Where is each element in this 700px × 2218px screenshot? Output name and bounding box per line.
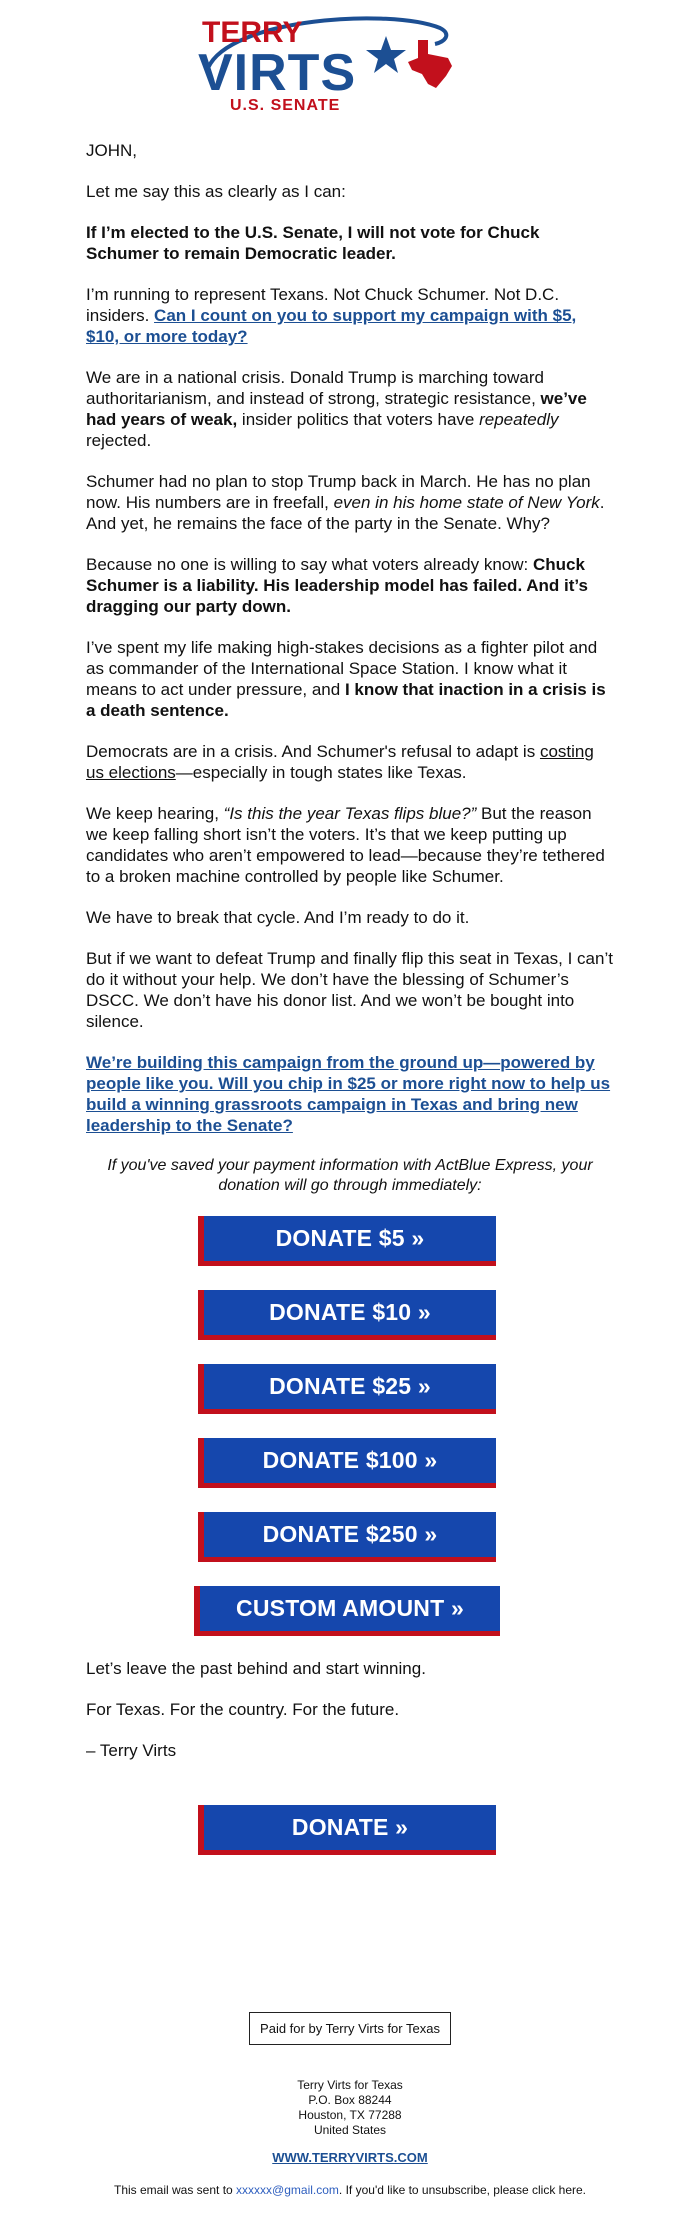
represent-paragraph: [86, 284, 614, 347]
support-campaign-link[interactable]: Can I count on you to support my campaign with $5, $10, or more today?: [86, 306, 577, 346]
donate-25-wrap: [86, 1364, 614, 1438]
paid-for-disclaimer: Paid for by Terry Virts for Texas: [249, 2012, 451, 2045]
actblue-express-note: If you've saved your payment information with ActBlue Express, your donation will go through immediately:: [107, 1157, 593, 1194]
terry-virts-logo: [190, 10, 510, 120]
elections-paragraph: [86, 741, 614, 783]
donate-100-button[interactable]: DONATE $100 »: [198, 1438, 496, 1488]
experience-text: I’ve spent my life making high-stakes decisions as a fighter pilot and as commander of the International Space Station. I know what it means to act under pressure, and: [86, 638, 598, 699]
experience-bold: I know that inaction in a crisis is a death sentence.: [86, 680, 606, 720]
pledge-paragraph: [86, 222, 614, 264]
liability-text: Because no one is willing to say what voters already know:: [86, 555, 529, 574]
footer-po-box: P.O. Box 88244: [308, 2093, 392, 2107]
texas-star-icon: [366, 36, 406, 73]
elections-text-b: —especially in tough states like Texas.: [175, 763, 467, 782]
plan-italic: even in his home state of New York: [333, 493, 600, 512]
footer-website-row: [0, 2150, 700, 2166]
footer-country: United States: [313, 2123, 387, 2137]
logo-subtitle: U.S. SENATE: [230, 97, 341, 114]
closing-section: [86, 1658, 614, 1761]
footer-unsubscribe-row: [0, 2183, 700, 2198]
crisis-paragraph: [86, 367, 614, 451]
donate-250-wrap: [86, 1512, 614, 1586]
grassroots-donate-link[interactable]: We’re building this campaign from the ground up—powered by people like you. Will you chip in $25 or more right now to help us build a winning grassroots campaign in Texas and bring new leadership to the Senate?: [86, 1053, 611, 1135]
donate-5-wrap: [86, 1216, 614, 1290]
donate-100-wrap: [86, 1438, 614, 1512]
logo-name-top: TERRY: [202, 16, 303, 49]
website-link[interactable]: WWW.TERRYVIRTS.COM: [272, 2150, 428, 2165]
donate-10-wrap: [86, 1290, 614, 1364]
flips-text-b: But the reason we keep falling short isn’t the voters. It’s that we keep putting up candidates who aren’t empowered to lead—because they’re tethered to a broken machine controlled by people like Schumer.: [86, 804, 605, 886]
donate-final-button[interactable]: DONATE »: [198, 1805, 496, 1855]
logo-name-main: VIRTS: [198, 44, 357, 102]
sent-to-text: This email was sent to: [113, 2183, 233, 2197]
footer: [0, 2012, 700, 2045]
footer-org: Terry Virts for Texas: [297, 2078, 403, 2092]
plan-text-a: Schumer had no plan to stop Trump back in March. He has no plan now. His numbers are in freefall,: [86, 472, 591, 512]
liability-paragraph: [86, 554, 614, 617]
email-body: [86, 140, 614, 1879]
flips-paragraph: [86, 803, 614, 887]
elections-underline: costing us elections: [86, 742, 594, 782]
closing-line-2: For Texas. For the country. For the future.: [86, 1700, 400, 1719]
greeting: JOHN,: [86, 141, 137, 160]
flips-italic: “Is this the year Texas flips blue?”: [223, 804, 477, 823]
liability-bold: Chuck Schumer is a liability. His leadership model has failed. And it’s dragging our party down.: [86, 555, 588, 616]
represent-text: I’m running to represent Texans. Not Chuck Schumer. Not D.C. insiders.: [86, 285, 560, 325]
custom-amount-button[interactable]: CUSTOM AMOUNT »: [194, 1586, 500, 1636]
donate-final-wrap: [86, 1805, 614, 1879]
footer-city: Houston, TX 77288: [298, 2108, 402, 2122]
help-paragraph: But if we want to defeat Trump and finally flip this seat in Texas, I can’t do it without your help. We don’t have the blessing of Schumer’s DSCC. We don’t have his donor list. And we won’t be bought into silence.: [86, 949, 613, 1031]
grassroots-paragraph: [86, 1052, 614, 1136]
flips-text-a: We keep hearing,: [86, 804, 219, 823]
crisis-text-a: We are in a national crisis. Donald Trump is marching toward authoritarianism, and instead of strong, strategic resistance,: [86, 368, 544, 408]
donate-250-button[interactable]: DONATE $250 »: [198, 1512, 496, 1562]
experience-paragraph: [86, 637, 614, 721]
texas-shape-icon: [408, 40, 452, 88]
plan-text-b: . And yet, he remains the face of the party in the Senate. Why?: [86, 493, 605, 533]
donate-10-button[interactable]: DONATE $10 »: [198, 1290, 496, 1340]
pledge-bold: If I’m elected to the U.S. Senate, I will not vote for Chuck Schumer to remain Democratic leader.: [86, 223, 540, 263]
crisis-italic: repeatedly: [479, 410, 559, 429]
crisis-text-b: insider politics that voters have: [241, 410, 475, 429]
signature: – Terry Virts: [86, 1741, 177, 1760]
crisis-text-c: rejected.: [86, 431, 152, 450]
closing-line-1: Let’s leave the past behind and start winning.: [86, 1659, 426, 1678]
donate-25-button[interactable]: DONATE $25 »: [198, 1364, 496, 1414]
footer-address: [0, 2078, 700, 2138]
crisis-bold: we’ve had years of weak,: [86, 389, 587, 429]
intro-paragraph: Let me say this as clearly as I can:: [86, 182, 346, 201]
plan-paragraph: [86, 471, 614, 534]
unsubscribe-text[interactable]: . If you'd like to unsubscribe, please click here.: [338, 2183, 587, 2197]
cycle-paragraph: We have to break that cycle. And I’m ready to do it.: [86, 908, 470, 927]
elections-text-a: Democrats are in a crisis. And Schumer's refusal to adapt is: [86, 742, 536, 761]
recipient-email-link[interactable]: xxxxxx@gmail.com: [236, 2183, 339, 2197]
custom-amount-wrap: [86, 1586, 614, 1658]
donate-5-button[interactable]: DONATE $5 »: [198, 1216, 496, 1266]
